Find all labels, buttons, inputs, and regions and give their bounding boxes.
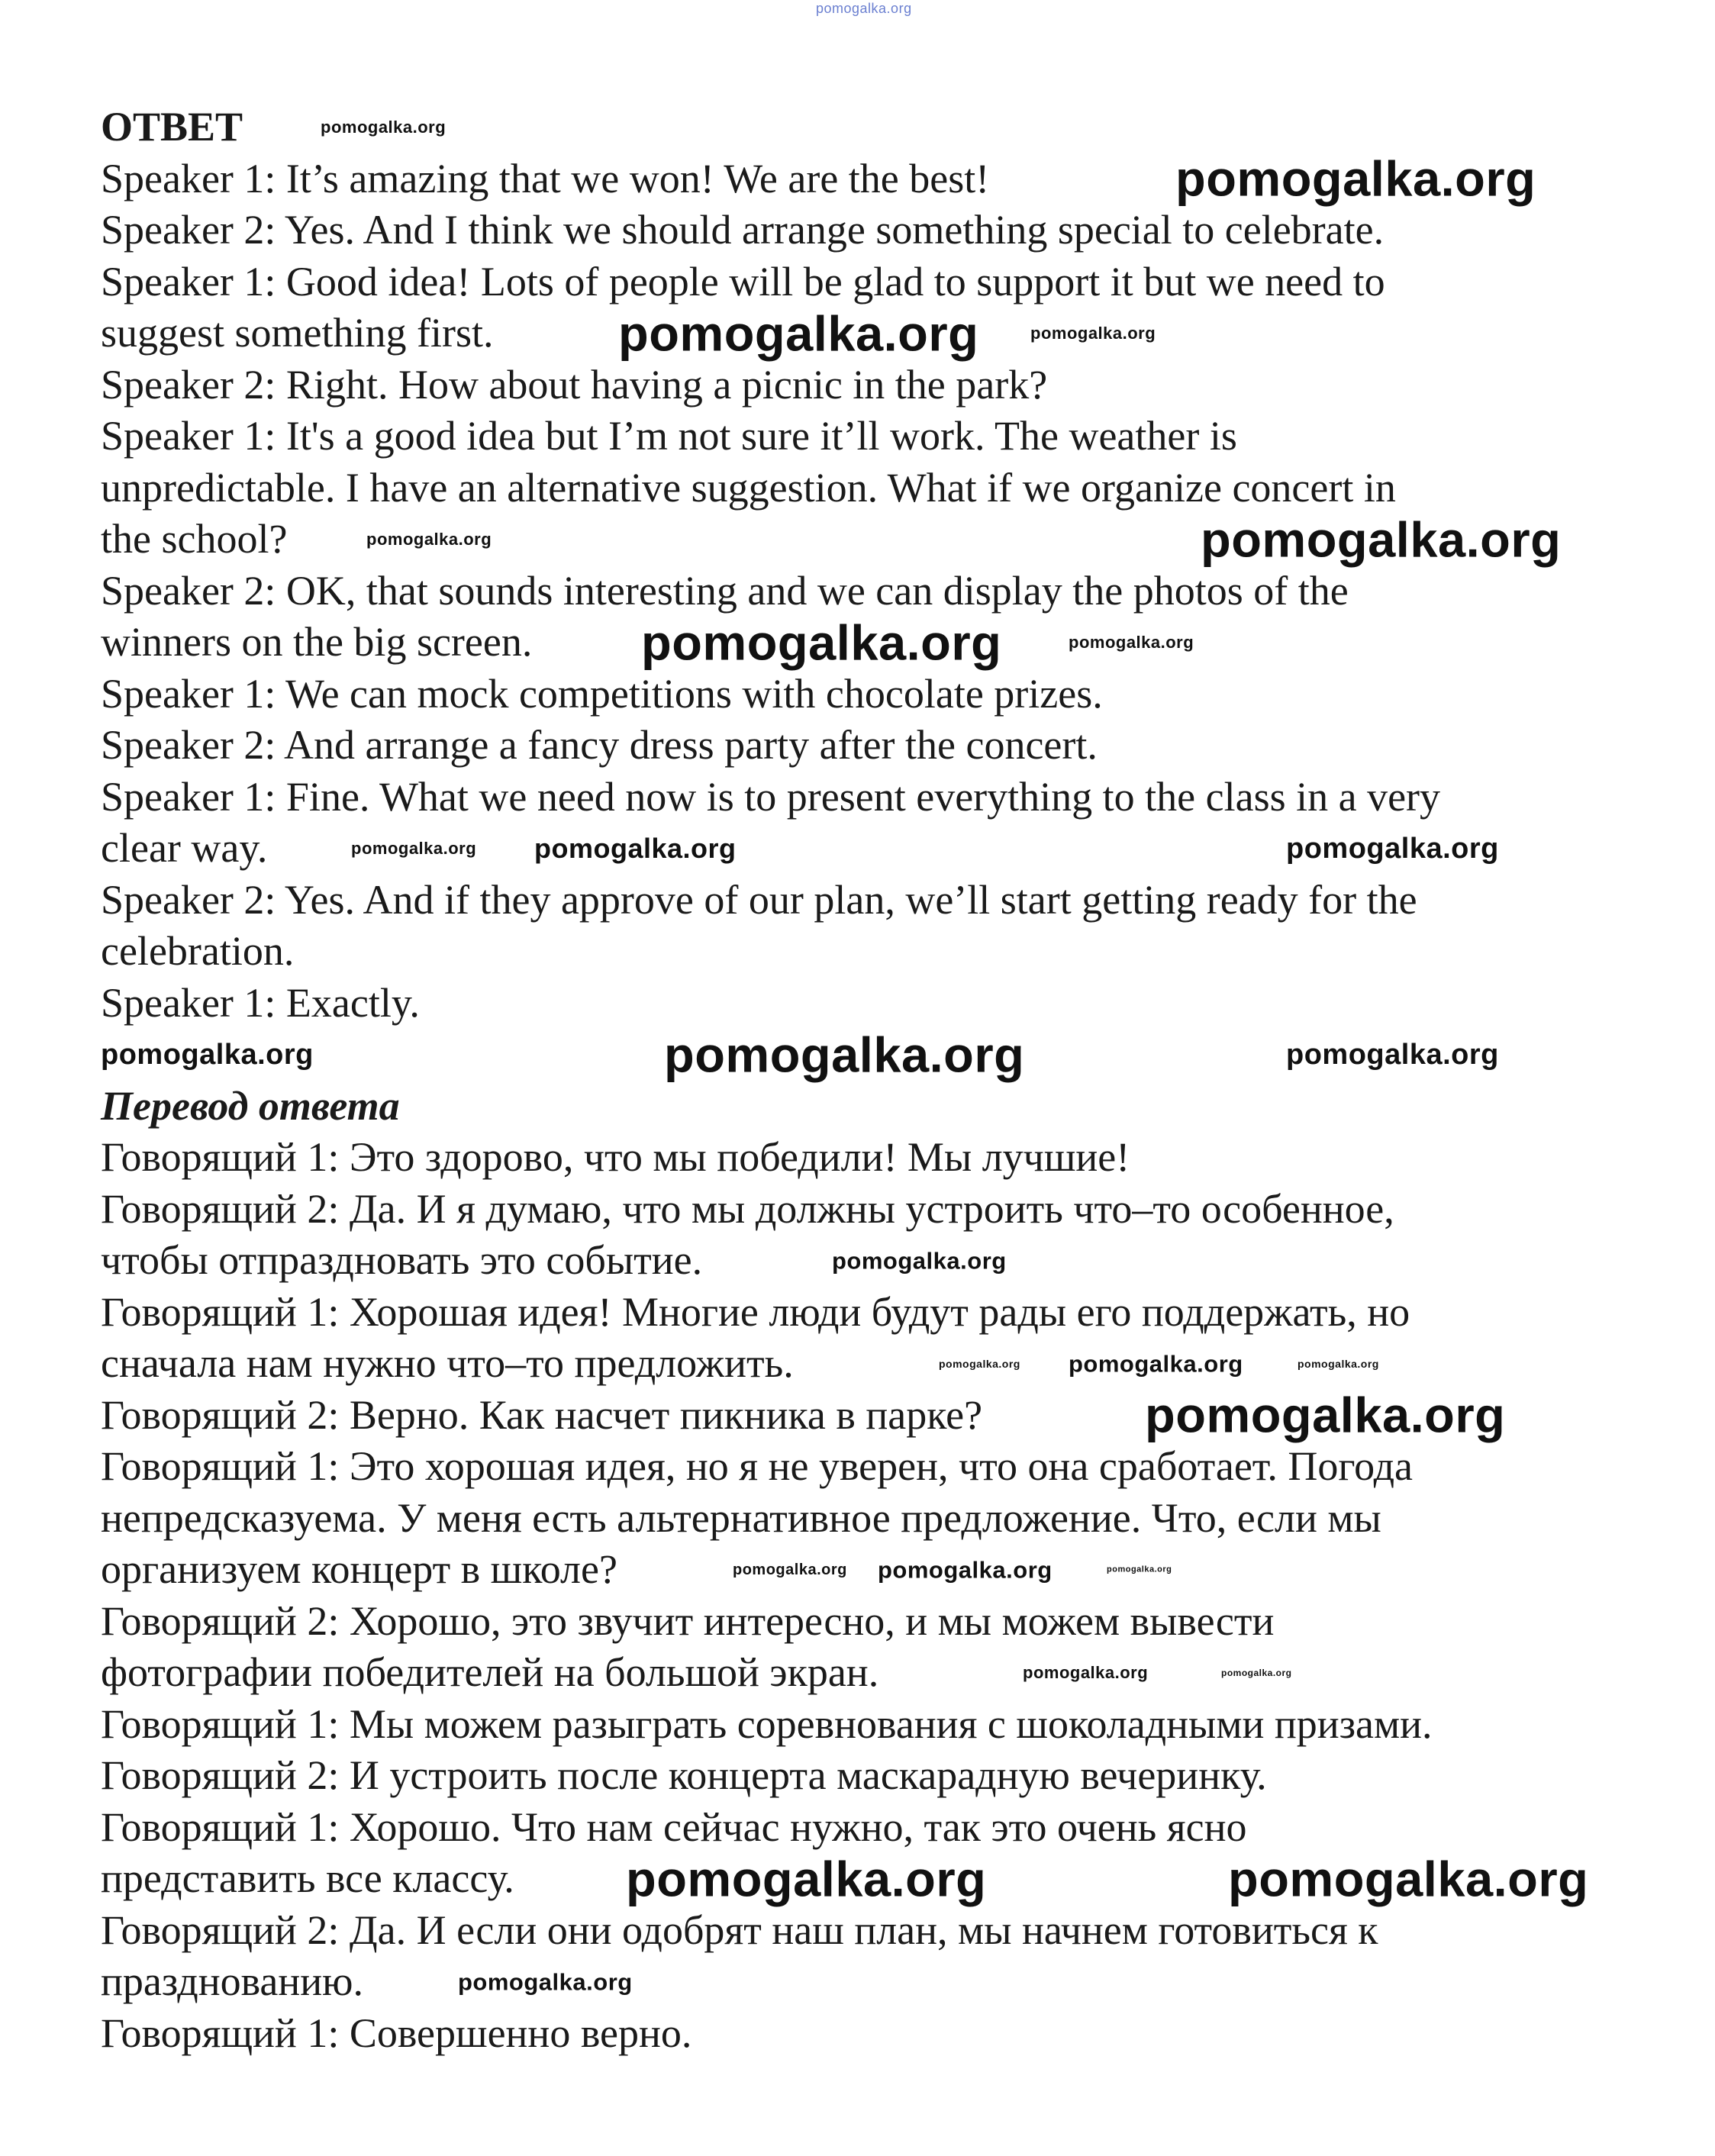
answer-line: Speaker 2: OK, that sounds interesting and we can display the photos of the: [101, 567, 1349, 614]
answer-line: Speaker 1: We can mock competitions with chocolate prizes.: [101, 670, 1103, 717]
watermark: pomogalka.org: [1023, 1663, 1149, 1682]
watermark: pomogalka.org: [458, 1968, 633, 1996]
translation-line: Говорящий 1: Совершенно верно.: [101, 2009, 692, 2056]
translation-line: представить все классу.: [101, 1855, 514, 1901]
answer-line: unpredictable. I have an alternative suggestion. What if we organize concert in: [101, 464, 1396, 511]
watermark: pomogalka.org: [1145, 1387, 1506, 1443]
answer-line: Speaker 2: Right. How about having a picnic in the park?: [101, 361, 1048, 408]
answer-line: Speaker 1: It's a good idea but I’m not sure it’ll work. The weather is: [101, 413, 1237, 459]
translation-line: чтобы отпраздновать это событие.: [101, 1237, 703, 1283]
translation-line: непредсказуема. У меня есть альтернативное предложение. Что, если мы: [101, 1494, 1381, 1541]
translation-line: Говорящий 1: Хорошо. Что нам сейчас нужно, так это очень ясно: [101, 1803, 1247, 1850]
watermark: pomogalka.org: [1175, 150, 1536, 207]
answer-line: the school?: [101, 516, 288, 562]
answer-line: Speaker 1: It’s amazing that we won! We are the best!: [101, 155, 990, 201]
watermark: pomogalka.org: [1030, 324, 1156, 343]
translation-line: Говорящий 1: Это здорово, что мы победили! Мы лучшие!: [101, 1134, 1130, 1180]
watermark: pomogalka.org: [1069, 633, 1194, 652]
watermark: pomogalka.org: [832, 1247, 1007, 1275]
translation-heading: Перевод ответа: [101, 1082, 400, 1129]
watermark: pomogalka.org: [626, 1851, 987, 1907]
translation-line: Говорящий 2: И устроить после концерта маскарадную вечеринку.: [101, 1752, 1267, 1798]
watermark: pomogalka.org: [1286, 1039, 1499, 1071]
watermark: pomogalka.org: [351, 839, 477, 858]
answer-lines: [101, 150, 1665, 1030]
watermark: pomogalka.org: [939, 1358, 1020, 1370]
translation-line: Говорящий 2: Да. И я думаю, что мы должны устроить что–то особенное,: [101, 1185, 1394, 1232]
answer-line: Speaker 1: Fine. What we need now is to present everything to the class in a very: [101, 773, 1441, 820]
watermark: pomogalka.org: [366, 530, 492, 549]
watermark: pomogalka.org: [1201, 511, 1562, 568]
translation-line: Говорящий 2: Да. И если они одобрят наш план, мы начнем готовиться к: [101, 1906, 1378, 1953]
translation-line: празднованию.: [101, 1958, 363, 2004]
translation-line: фотографии победителей на большой экран.: [101, 1649, 879, 1695]
watermark: pomogalka.org: [534, 833, 737, 864]
answer-line: Speaker 1: Exactly.: [101, 979, 420, 1026]
watermark: pomogalka.org: [1286, 833, 1499, 865]
watermark: pomogalka.org: [878, 1556, 1053, 1584]
answer-line: celebration.: [101, 928, 295, 974]
answer-heading: ОТВЕТ: [101, 104, 243, 150]
watermark: pomogalka.org: [1107, 1565, 1172, 1574]
watermark: pomogalka.org: [321, 118, 446, 137]
answer-line: Speaker 2: Yes. And if they approve of our plan, we’ll start getting ready for the: [101, 876, 1417, 923]
translation-line: Говорящий 2: Верно. Как насчет пикника в парке?: [101, 1391, 983, 1438]
watermark: pomogalka.org: [664, 1026, 1025, 1083]
watermark: pomogalka.org: [1221, 1668, 1292, 1678]
translation-line: сначала нам нужно что–то предложить.: [101, 1340, 794, 1386]
watermark: pomogalka.org: [1069, 1350, 1243, 1378]
watermark: pomogalka.org: [1298, 1358, 1379, 1370]
watermark: pomogalka.org: [641, 614, 1002, 671]
watermark: pomogalka.org: [816, 1, 912, 16]
answer-line: suggest something first.: [101, 310, 494, 356]
watermark: pomogalka.org: [618, 305, 979, 362]
translation-line: Говорящий 1: Мы можем разыграть соревнования с шоколадными призами.: [101, 1700, 1433, 1747]
watermark: pomogalka.org: [733, 1561, 847, 1578]
answer-line: clear way.: [101, 825, 268, 871]
translation-line: организуем концерт в школе?: [101, 1546, 617, 1592]
translation-line: Говорящий 1: Хорошая идея! Многие люди будут рады его поддержать, но: [101, 1288, 1410, 1335]
translation-line: Говорящий 1: Это хорошая идея, но я не уверен, что она сработает. Погода: [101, 1443, 1414, 1489]
translation-line: Говорящий 2: Хорошо, это звучит интересно, и мы можем вывести: [101, 1597, 1275, 1644]
answer-line: Speaker 2: Yes. And I think we should arrange something special to celebrate.: [101, 207, 1385, 253]
answer-line: Speaker 2: And arrange a fancy dress party after the concert.: [101, 722, 1098, 768]
watermark: pomogalka.org: [1228, 1851, 1589, 1907]
answer-line: Speaker 1: Good idea! Lots of people will be glad to support it but we need to: [101, 258, 1385, 305]
answer-line: winners on the big screen.: [101, 619, 533, 665]
watermark: pomogalka.org: [101, 1039, 314, 1071]
